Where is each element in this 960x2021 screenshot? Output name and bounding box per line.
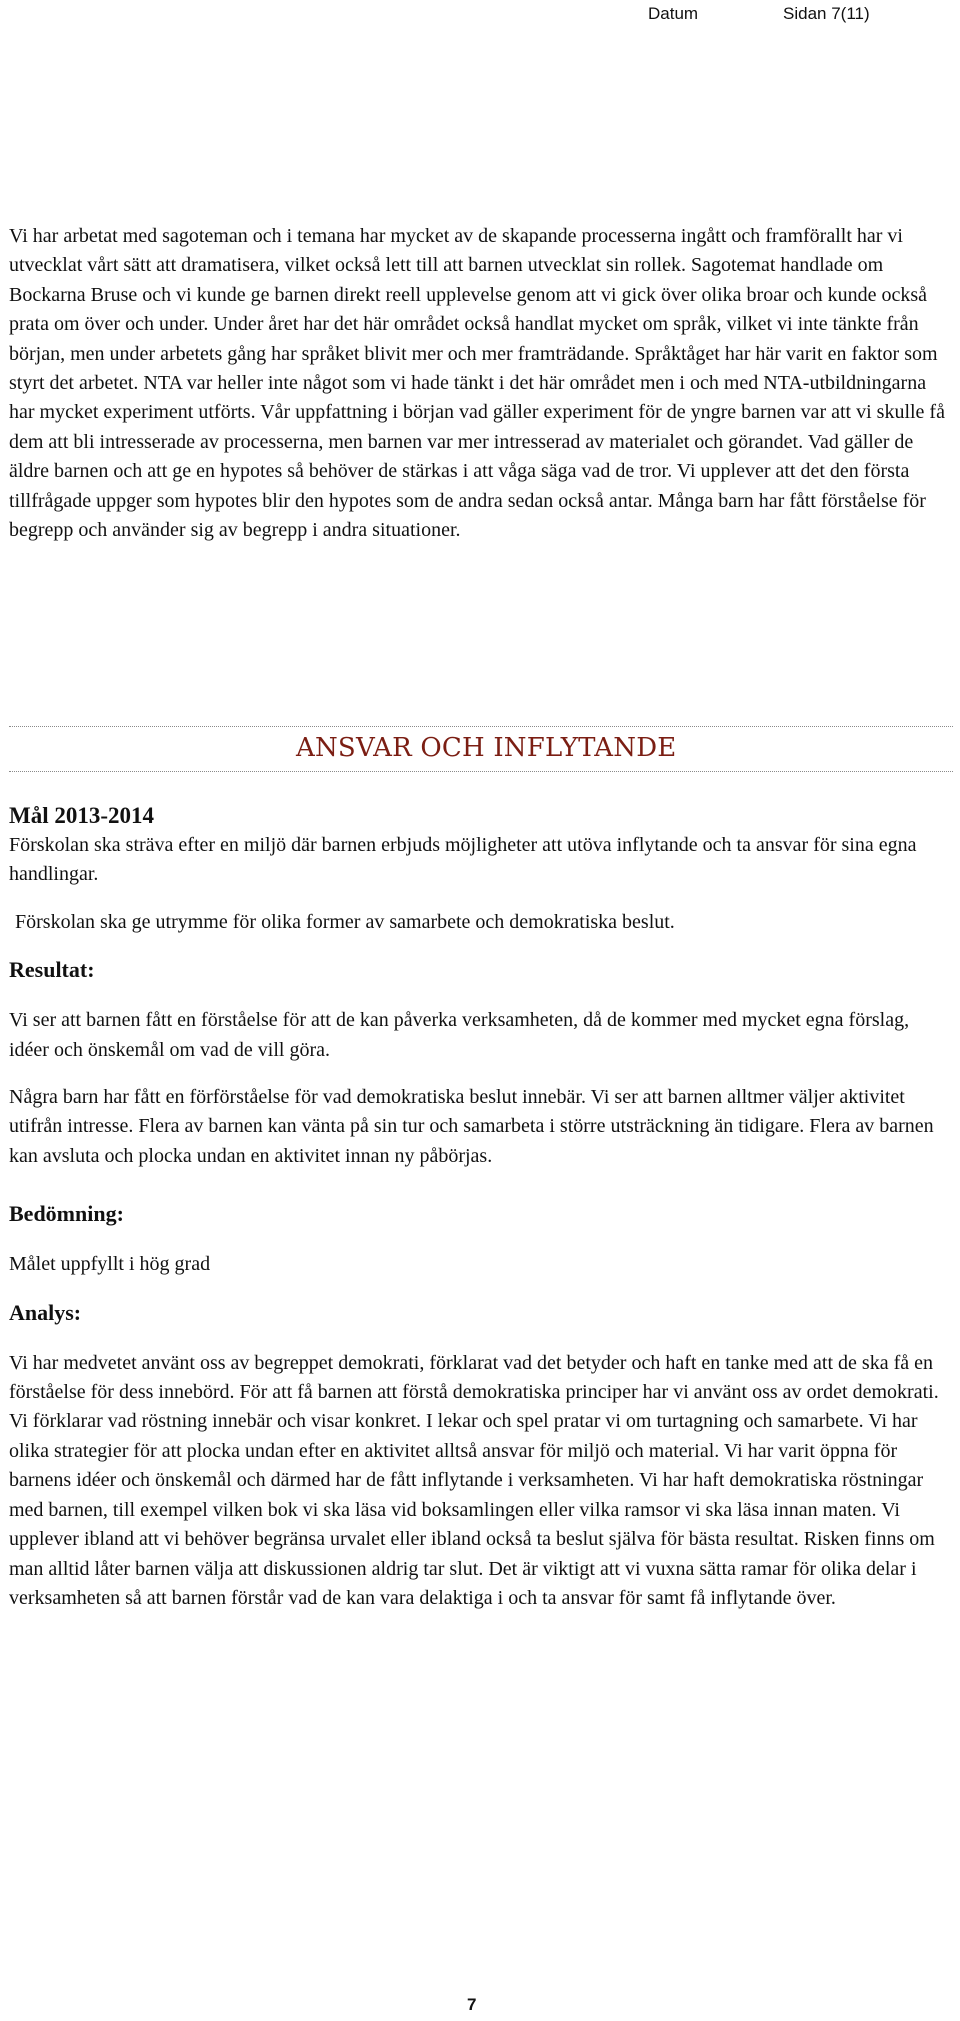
assessment-heading: Bedömning: bbox=[9, 1201, 124, 1227]
goal-title: Mål 2013-2014 bbox=[9, 803, 155, 828]
heading-rule-bottom bbox=[9, 771, 953, 772]
header-page-indicator: Sidan 7(11) bbox=[783, 4, 870, 23]
goal-text-cooperation: Förskolan ska ge utrymme för olika former av samarbete och demokratiska beslut. bbox=[15, 910, 675, 933]
header-date: Datum bbox=[648, 4, 699, 23]
intro-section bbox=[9, 222, 953, 545]
heading-rule-top bbox=[9, 726, 953, 727]
intro-paragraph: Vi har arbetat med sagoteman och i temana har mycket av de skapande processerna ingått och framförallt har vi utvecklat vårt sätt att dramatisera, vilket också lett till att barnen utvecklat sin rollek. Sagotemat handlade om Bockarna Bruse och vi kunde ge barnen direkt reell upplevelse genom att vi gick över olika broar och kunde också prata om över och under. Under året har det här området också handlat mycket om språk, vilket vi inte tänkte från början, men under arbetets gång har språket blivit mer och mer framträdande. Språktåget har här varit en faktor som styrt det arbetet. NTA var heller inte något som vi hade tänkt i det här området men i och med NTA-utbildningarna har mycket experiment utförts. Vår uppfattning i början vad gäller experiment för de yngre barnen var att vi skulle få dem att bli intresserade av processerna, men barnen var mer intresserad av materialet och görandet. Vad gäller de äldre barnen och att ge en hypotes så behöver de stärkas i att våga säga vad de tror. Vi upplever att det den första tillfrågade uppger som hypotes blir den hypotes som de andra sedan också antar. Många barn har fått förståelse för begrepp och använder sig av begrepp i andra situationer. bbox=[9, 225, 945, 542]
result-heading: Resultat: bbox=[9, 957, 95, 983]
responsibility-section bbox=[9, 800, 953, 1613]
analysis-paragraph: Vi har medvetet använt oss av begreppet demokrati, förklarat vad det betyder och haft en tanke med att de ska få en förståelse för dess innebörd. För att få barnen att förstå demokratiska principer har vi använt oss av ordet demokrati. Vi förklarar vad röstning innebär och visar konkret. I lekar och spel pratar vi om turtagning och samarbete. Vi har olika strategier för att plocka undan efter en aktivitet alltså ansvar för miljö och material. Vi har varit öppna för barnens idéer och önskemål och därmed har de fått inflytande i verksamheten. Vi har haft demokratiska röstningar med barnen, till exempel vilken bok vi ska läsa vid boksamlingen eller vilka ramsor vi ska läsa innan maten. Vi upplever ibland att vi behöver begränsa urvalet eller ibland också ta beslut själva för bästa resultat. Risken finns om man alltid låter barnen välja att diskussionen aldrig tar slut. Det är viktigt att vi vuxna sätta ramar för olika delar i verksamheten så att barnen förstår vad de kan vara delaktiga i och ta ansvar för samt få inflytande över. bbox=[9, 1351, 939, 1609]
analysis-heading: Analys: bbox=[9, 1299, 82, 1325]
result-paragraph: Vi ser att barnen fått en förståelse för att de kan påverka verksamheten, då de kommer med mycket egna förslag, idéer och önskemål om vad de vill göra. bbox=[9, 1009, 910, 1061]
goal-text: Förskolan ska sträva efter en miljö där barnen erbjuds möjligheter att utöva inflytande och ta ansvar för sina egna handlingar. bbox=[9, 834, 917, 886]
assessment-text: Målet uppfyllt i hög grad bbox=[9, 1253, 211, 1276]
result-paragraph: Några barn har fått en förförståelse för vad demokratiska beslut innebär. Vi ser att barnen alltmer väljer aktivitet utifrån intresse. Flera av barnen kan vänta på sin tur och samarbeta i större utsträckning än tidigare. Flera av barnen kan avsluta och plocka undan en aktivitet innan ny påbörjas. bbox=[9, 1086, 934, 1167]
section-heading: ANSVAR OCH INFLYTANDE bbox=[296, 733, 677, 763]
page-number: 7 bbox=[467, 1995, 477, 2014]
